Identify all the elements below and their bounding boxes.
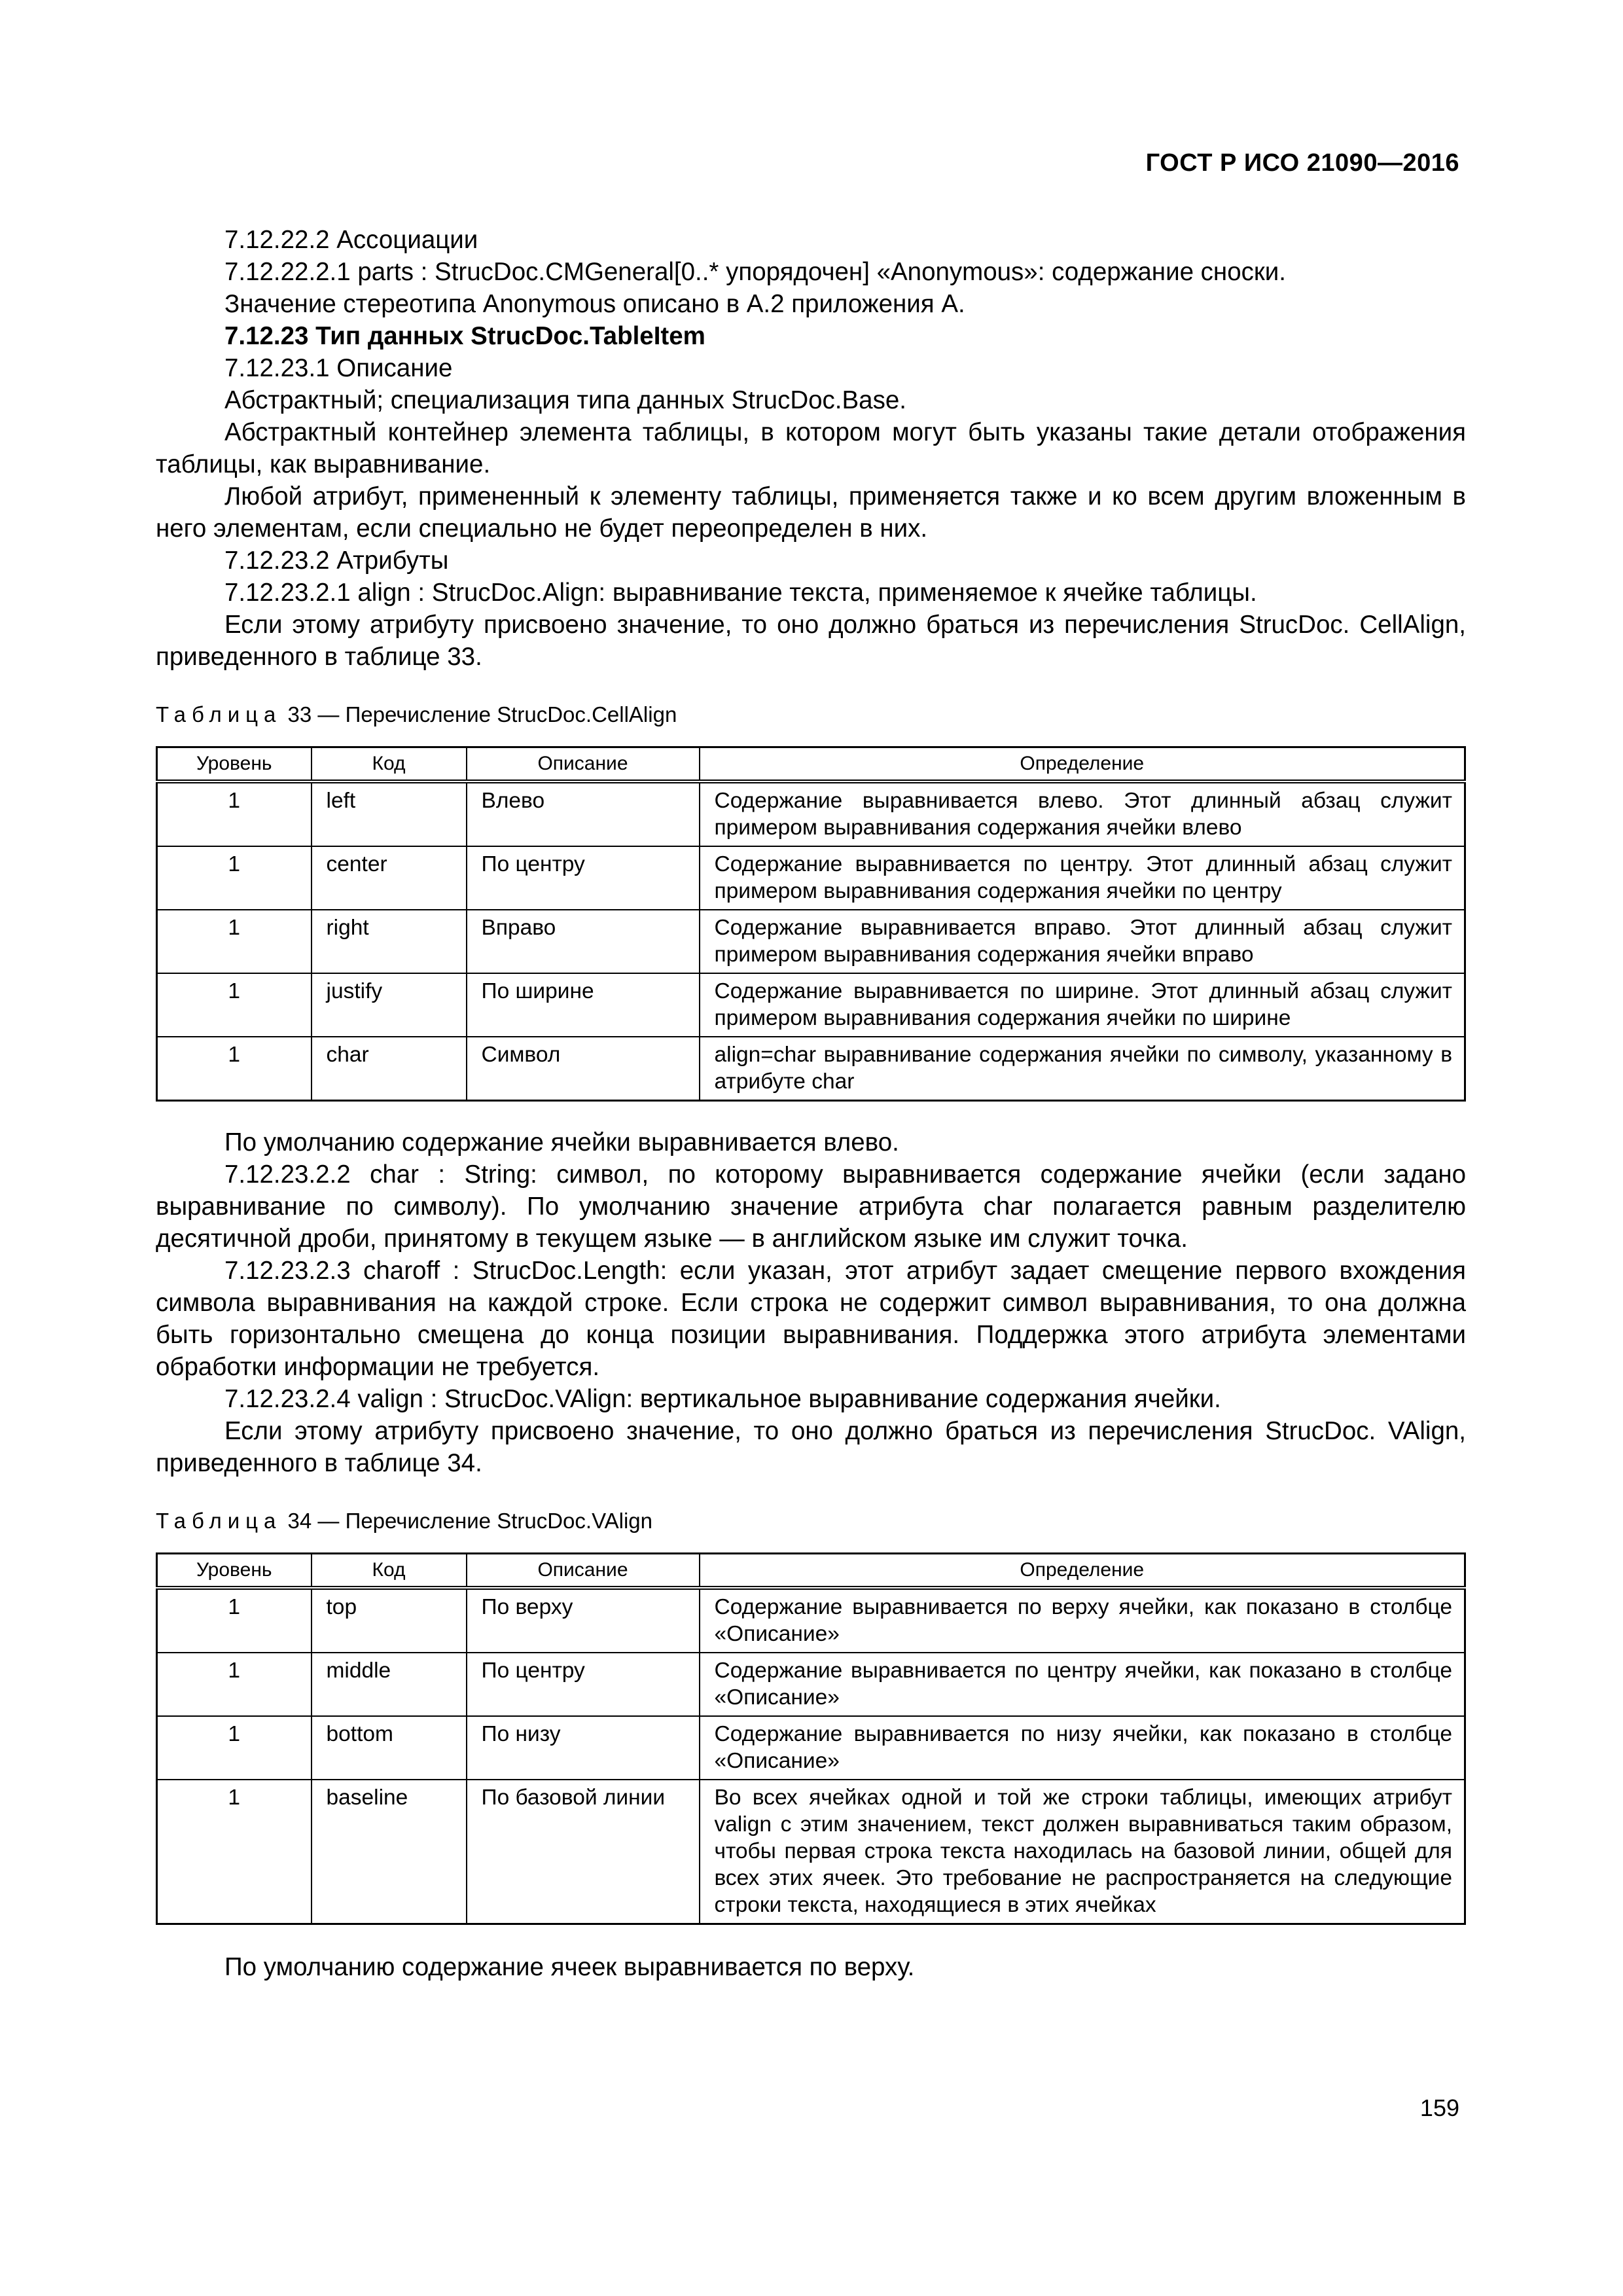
paragraph: 7.12.23.1 Описание [224,354,453,382]
paragraph: 7.12.23.2.3 charoff : StrucDoc.Length: если указан, этот атрибут задает смещение первого вхождения символа выравнивания на каждой строке. Если строка не содержит символ выравнивания, то она должна быть горизонтально смещена до конца позиции выравнивания. Поддержка этого атрибута элементами обработки информации не требуется. [156,1257,1466,1381]
table-row [157,1780,1465,1924]
table-row [157,781,1465,846]
cell-definition: Содержание выравнивается по центру. Этот длинный абзац служит примером выравнивания содержания ячейки по центру [700,846,1465,910]
paragraph: Абстрактный; специализация типа данных StrucDoc.Base. [224,386,906,414]
cell-code: top [312,1588,467,1653]
table-33 [156,746,1466,1102]
table-33-caption [156,702,1466,728]
column-header-definition: Определение [700,1554,1465,1588]
cell-level: 1 [157,1037,312,1101]
cell-description: По центру [467,1653,700,1716]
caption-text: 34 — Перечисление StrucDoc.VAlign [281,1509,653,1533]
cell-level: 1 [157,1780,312,1924]
table-header-row [157,747,1465,782]
paragraph: По умолчанию содержание ячеек выравнивается по верху. [224,1953,915,1981]
paragraph: 7.12.23.2.4 valign : StrucDoc.VAlign: вертикальное выравнивание содержания ячейки. [224,1385,1221,1413]
cell-description: По верху [467,1588,700,1653]
cell-code: bottom [312,1716,467,1780]
cell-definition: Содержание выравнивается по низу ячейки, как показано в столбце «Описание» [700,1716,1465,1780]
paragraph: Если этому атрибуту присвоено значение, то оно должно браться из перечисления StrucDoc. VAlign, приведенного в таблице 34. [156,1417,1466,1477]
table-row [157,973,1465,1037]
cell-code: middle [312,1653,467,1716]
column-header-description: Описание [467,747,700,782]
cell-definition: align=char выравнивание содержания ячейки по символу, указанному в атрибуте char [700,1037,1465,1101]
document-header: ГОСТ Р ИСО 21090—2016 [1145,149,1459,177]
cell-code: center [312,846,467,910]
table-row [157,1653,1465,1716]
cell-description: По низу [467,1716,700,1780]
section-heading: 7.12.23 Тип данных StrucDoc.TableItem [224,322,705,350]
caption-text: 33 — Перечисление StrucDoc.CellAlign [281,702,677,726]
cell-definition: Содержание выравнивается по ширине. Этот длинный абзац служит примером выравнивания содержания ячейки по ширине [700,973,1465,1037]
column-header-code: Код [312,747,467,782]
table-row [157,1716,1465,1780]
cell-definition: Содержание выравнивается по центру ячейки, как показано в столбце «Описание» [700,1653,1465,1716]
paragraph: 7.12.22.2.1 parts : StrucDoc.CMGeneral[0..* упорядочен] «Anonymous»: содержание сноски. [224,258,1286,286]
cell-definition: Содержание выравнивается вправо. Этот длинный абзац служит примером выравнивания содержания ячейки вправо [700,910,1465,973]
cell-level: 1 [157,1653,312,1716]
paragraph: Если этому атрибуту присвоено значение, то оно должно браться из перечисления StrucDoc. CellAlign, приведенного в таблице 33. [156,611,1466,671]
column-header-code: Код [312,1554,467,1588]
cell-description: Влево [467,781,700,846]
cell-code: baseline [312,1780,467,1924]
cell-level: 1 [157,781,312,846]
paragraph: 7.12.23.2.1 align : StrucDoc.Align: выравнивание текста, применяемое к ячейке таблицы. [224,579,1257,607]
cell-code: left [312,781,467,846]
cell-level: 1 [157,973,312,1037]
caption-prefix: Таблица [156,1509,282,1533]
table-34 [156,1552,1466,1925]
paragraph: 7.12.23.2 Атрибуты [224,547,449,575]
paragraph: Любой атрибут, примененный к элементу таблицы, применяется также и ко всем другим вложенным в него элементам, если специально не будет переопределен в них. [156,482,1466,543]
cell-level: 1 [157,846,312,910]
table-header-row [157,1554,1465,1588]
caption-prefix: Таблица [156,702,282,726]
paragraph: По умолчанию содержание ячейки выравнивается влево. [224,1128,899,1157]
paragraph: 7.12.22.2 Ассоциации [224,226,478,254]
cell-code: justify [312,973,467,1037]
document-body [156,224,1466,1983]
cell-description: По ширине [467,973,700,1037]
cell-definition: Во всех ячейках одной и той же строки таблицы, имеющих атрибут valign с этим значением, текст должен выравниваться таким образом, чтобы первая строка текста находилась на базовой линии, общей для всех этих ячеек. Это требование не распространяется на следующие строки текста, находящиеся в этих ячейках [700,1780,1465,1924]
cell-description: Символ [467,1037,700,1101]
cell-description: Вправо [467,910,700,973]
page-number: 159 [1419,2094,1459,2121]
cell-level: 1 [157,1716,312,1780]
cell-definition: Содержание выравнивается влево. Этот длинный абзац служит примером выравнивания содержания ячейки влево [700,781,1465,846]
table-34-caption [156,1508,1466,1534]
paragraph: Значение стереотипа Anonymous описано в А.2 приложения А. [224,290,965,318]
cell-level: 1 [157,910,312,973]
cell-definition: Содержание выравнивается по верху ячейки, как показано в столбце «Описание» [700,1588,1465,1653]
cell-description: По базовой линии [467,1780,700,1924]
table-row [157,1037,1465,1101]
paragraph: Абстрактный контейнер элемента таблицы, в котором могут быть указаны такие детали отображения таблицы, как выравнивание. [156,418,1466,478]
column-header-definition: Определение [700,747,1465,782]
column-header-level: Уровень [157,747,312,782]
table-row [157,1588,1465,1653]
cell-code: char [312,1037,467,1101]
column-header-level: Уровень [157,1554,312,1588]
column-header-description: Описание [467,1554,700,1588]
cell-level: 1 [157,1588,312,1653]
paragraph: 7.12.23.2.2 char : String: символ, по которому выравнивается содержание ячейки (если задано выравнивание по символу). По умолчанию значение атрибута char полагается равным разделителю десятичной дроби, принятому в текущем языке — в английском языке им служит точка. [156,1160,1466,1253]
cell-code: right [312,910,467,973]
cell-description: По центру [467,846,700,910]
table-row [157,846,1465,910]
table-row [157,910,1465,973]
